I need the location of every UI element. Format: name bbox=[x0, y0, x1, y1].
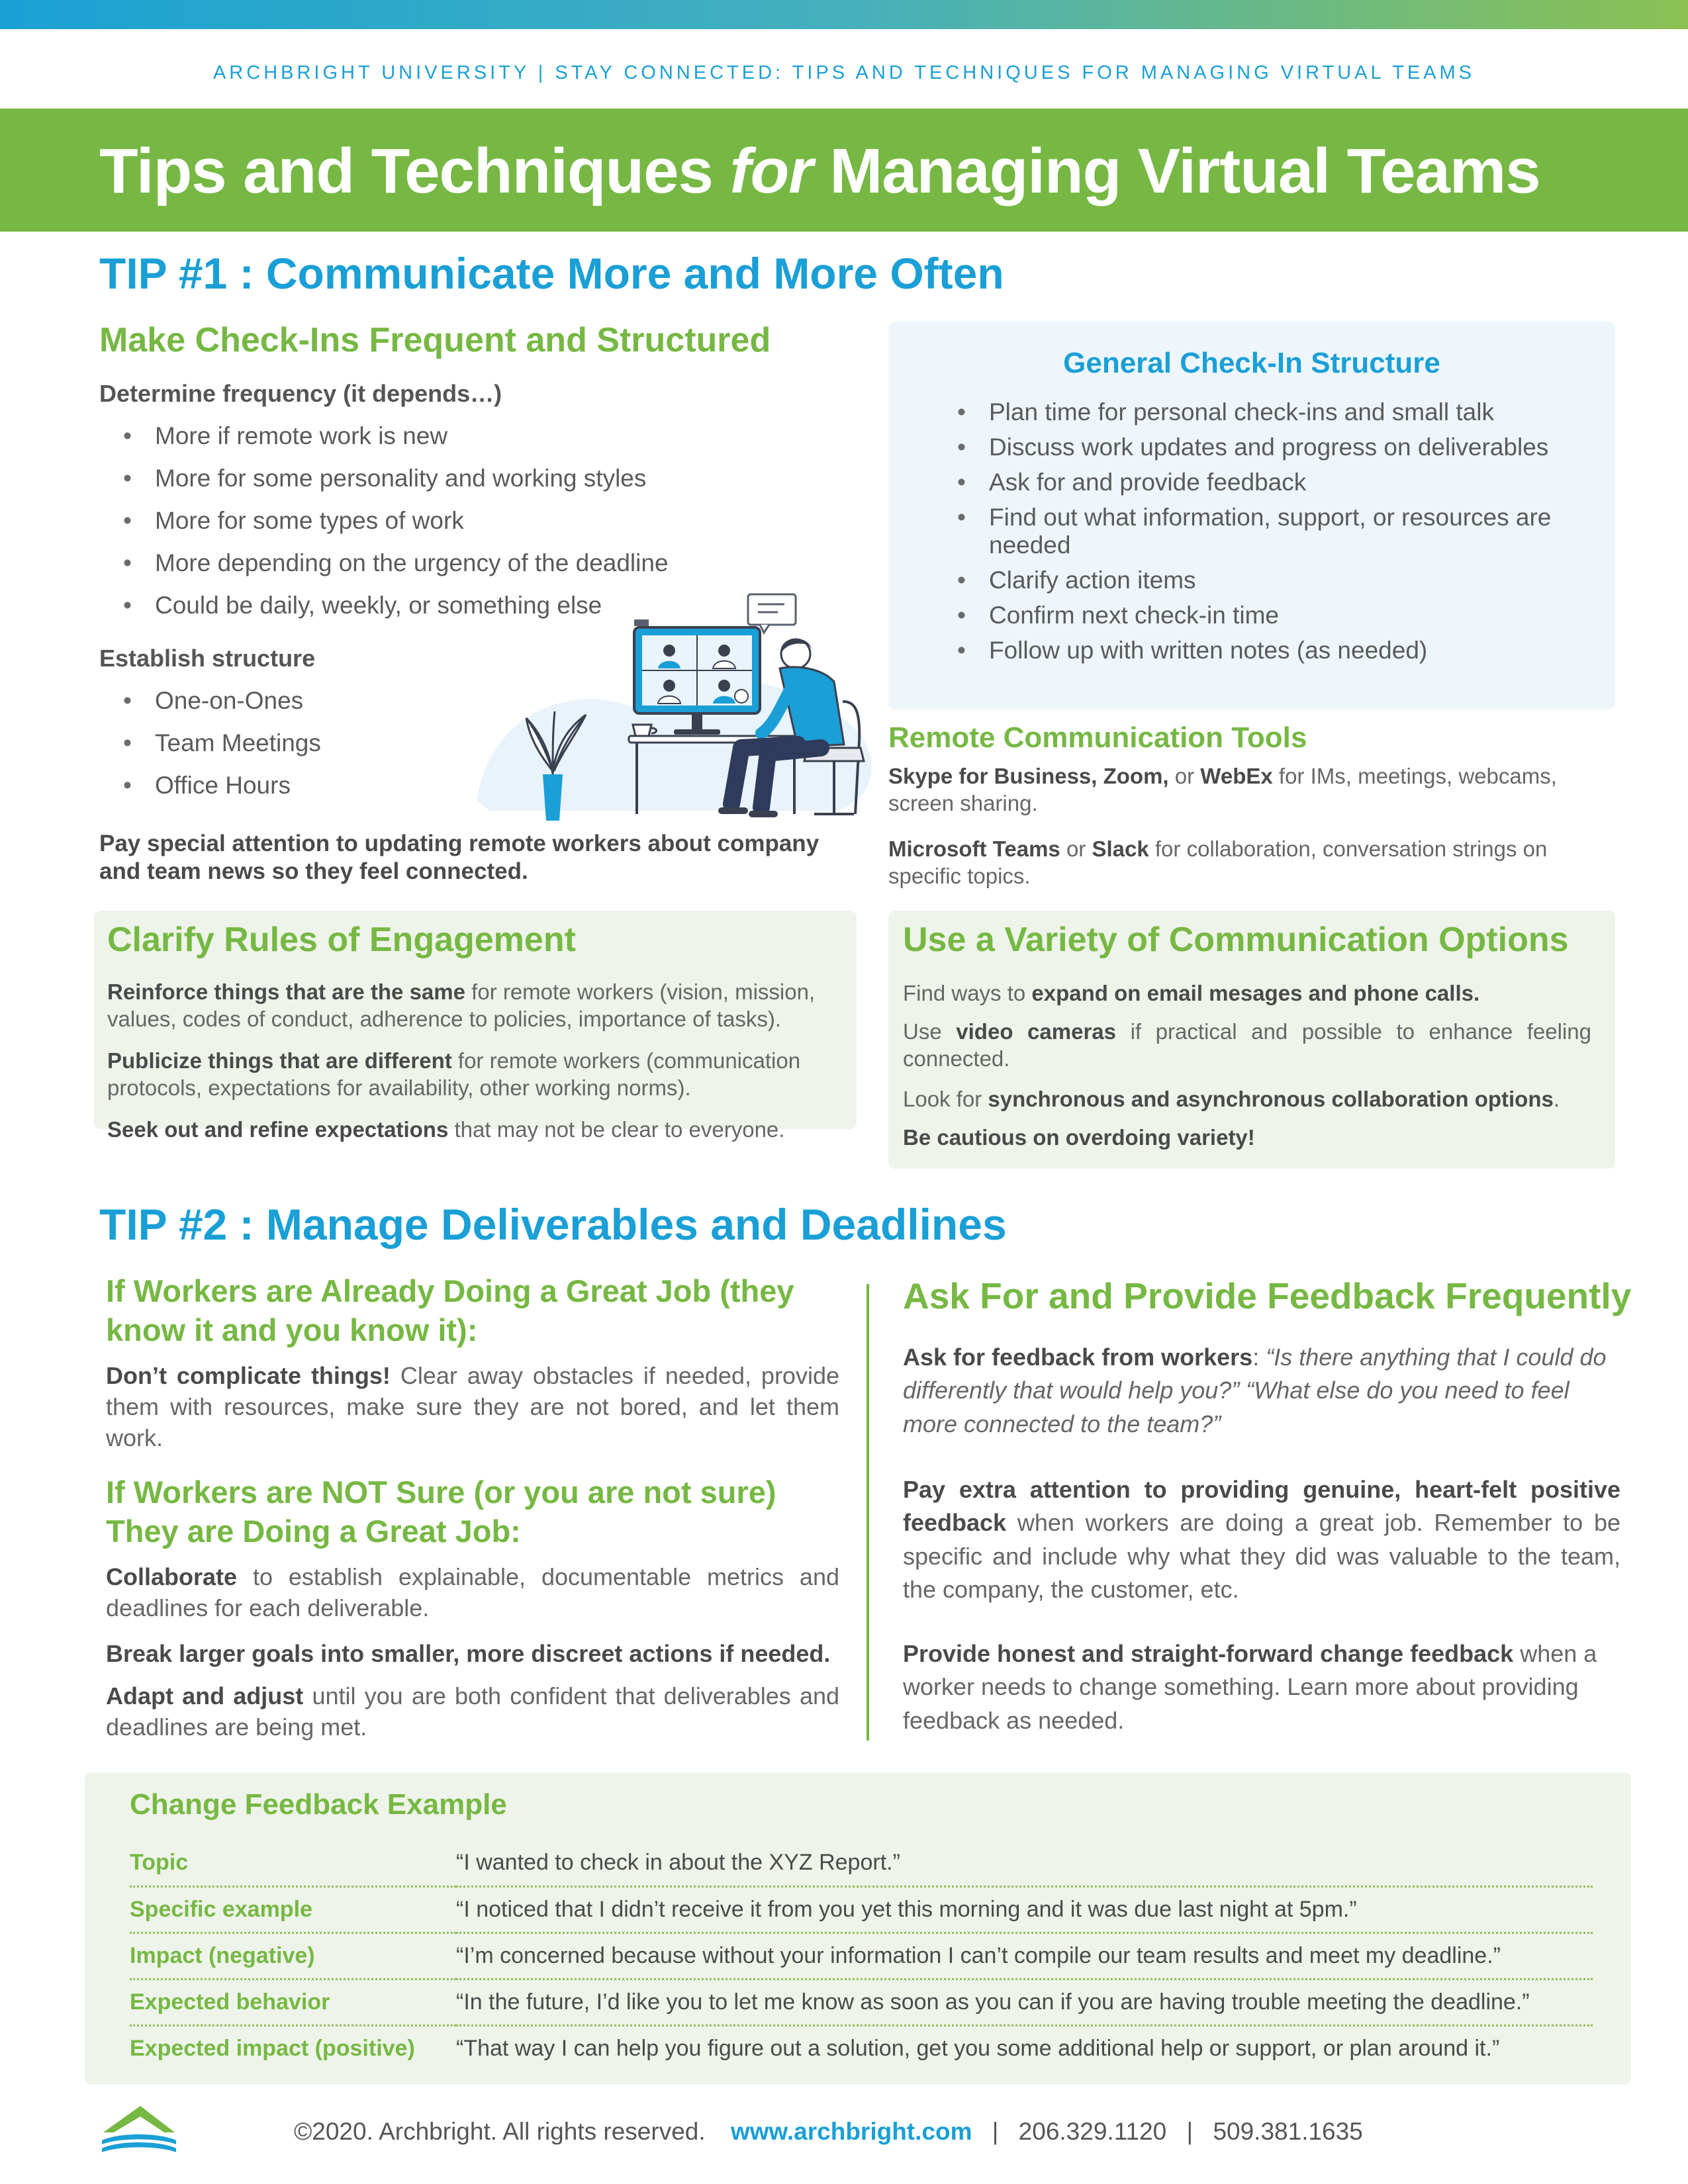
rules-p3: Seek out and refine expectations that may not be clear to everyone. bbox=[107, 1117, 785, 1142]
footer-phone-1: 206.329.1120 bbox=[1018, 2118, 1167, 2145]
list-item: • Office Hours bbox=[123, 772, 321, 799]
table-row bbox=[130, 2025, 1593, 2071]
table-row bbox=[130, 1933, 1593, 1979]
frequency-label: Determine frequency (it depends…) bbox=[99, 380, 502, 407]
remote-tools-p2: Microsoft Teams or Slack for collaboration, conversation strings on specific topics. bbox=[888, 837, 1548, 889]
list-item: • Confirm next check-in time bbox=[957, 602, 1593, 629]
list-item: • Ask for and provide feedback bbox=[957, 469, 1593, 496]
variety-heading: Use a Variety of Communication Options bbox=[903, 921, 1569, 959]
change-feedback-heading: Change Feedback Example bbox=[130, 1788, 507, 1821]
great-job-p1: Don’t complicate things! Clear away obstacles if needed, provide them with resources, make sure they are not bored, and let them work. bbox=[106, 1362, 839, 1451]
table-row bbox=[130, 1886, 1593, 1933]
list-item: • Plan time for personal check-ins and small talk bbox=[957, 398, 1593, 426]
variety-p4: Be cautious on overdoing variety! bbox=[903, 1125, 1255, 1150]
list-item: • More for some personality and working styles bbox=[123, 465, 669, 492]
archbright-logo bbox=[99, 2102, 179, 2156]
row-text: “I wanted to check in about the XYZ Report.” bbox=[456, 1840, 1593, 1886]
list-item: • Team Meetings bbox=[123, 729, 321, 757]
not-sure-p1: Collaborate to establish explainable, documentable metrics and deadlines for each deliverable. bbox=[106, 1563, 839, 1621]
tip1-title: TIP #1 : Communicate More and More Often bbox=[99, 249, 1004, 298]
footer-copyright: ©2020. Archbright. All rights reserved. bbox=[294, 2118, 706, 2145]
row-label: Specific example bbox=[130, 1886, 456, 1933]
structure-list bbox=[123, 687, 321, 814]
general-checkin-list bbox=[957, 398, 1593, 672]
remote-tools-p1: Skype for Business, Zoom, or WebEx for IMs, meetings, webcams, screen sharing. bbox=[888, 764, 1557, 816]
footer-phone-2: 509.381.1635 bbox=[1213, 2118, 1363, 2145]
row-text: “In the future, I’d like you to let me know as soon as you can if you are having trouble meeting the deadline.” bbox=[456, 1979, 1593, 2025]
page-title: Tips and Techniques for Managing Virtual Teams bbox=[99, 136, 1540, 206]
checkins-note: Pay special attention to updating remote workers about company and team news so they feel connected. bbox=[99, 831, 820, 884]
row-label: Topic bbox=[130, 1840, 456, 1886]
feedback-heading: Ask For and Provide Feedback Frequently bbox=[903, 1275, 1632, 1316]
list-item: • Follow up with written notes (as needed) bbox=[957, 637, 1593, 664]
variety-p1: Find ways to expand on email mesages and phone calls. bbox=[903, 981, 1480, 1005]
row-text: “That way I can help you figure out a solution, get you some additional help or support, or plan around it.” bbox=[456, 2036, 1500, 2062]
tip2-title: TIP #2 : Manage Deliverables and Deadlines bbox=[99, 1200, 1007, 1249]
list-item: • One-on-Ones bbox=[123, 687, 321, 715]
row-label: Impact (negative) bbox=[130, 1933, 456, 1979]
row-label: Expected behavior bbox=[130, 1979, 456, 2025]
not-sure-p2: Break larger goals into smaller, more discreet actions if needed. bbox=[106, 1640, 831, 1667]
row-label: Expected impact (positive) bbox=[130, 2036, 415, 2062]
video-call-worker-illustration bbox=[463, 582, 887, 827]
rules-p2: Publicize things that are different for remote workers (communication protocols, expectations for availability, other working norms). bbox=[107, 1048, 801, 1101]
table-row bbox=[130, 1979, 1593, 2025]
title-banner bbox=[0, 109, 1688, 232]
general-checkin-heading: General Check-In Structure bbox=[1063, 347, 1440, 379]
variety-p2: Use video cameras if practical and possible to enhance feeling connected. bbox=[903, 1019, 1592, 1071]
list-item: • Discuss work updates and progress on deliverables bbox=[957, 433, 1593, 461]
header-line: ARCHBRIGHT UNIVERSITY | STAY CONNECTED: TIPS AND TECHNIQUES FOR MANAGING VIRTUAL TEAMS bbox=[212, 62, 1476, 83]
not-sure-p3: Adapt and adjust until you are both confident that deliverables and deadlines are being met. bbox=[106, 1682, 840, 1741]
list-item: • More for some types of work bbox=[123, 507, 669, 535]
change-feedback-table bbox=[130, 1840, 1593, 2071]
row-text: “I’m concerned because without your information I can’t compile our team results and meet my deadline.” bbox=[456, 1933, 1593, 1979]
footer: ©2020. Archbright. All rights reserved. www.archbright.com | 206.329.1120 | 509.381.1635 bbox=[294, 2118, 1363, 2145]
rules-heading: Clarify Rules of Engagement bbox=[107, 921, 576, 959]
remote-tools-heading: Remote Communication Tools bbox=[888, 721, 1307, 754]
list-item: • More if remote work is new bbox=[123, 422, 669, 450]
feedback-p1: Ask for feedback from workers: “Is there anything that I could do differently that would help you?” “What else do you need to feel more connected to the team?” bbox=[903, 1343, 1607, 1437]
list-item: • Could be daily, weekly, or something else bbox=[123, 592, 669, 619]
top-gradient-bar bbox=[0, 0, 1688, 29]
great-job-heading: If Workers are Already Doing a Great Job (they know it and you know it): bbox=[106, 1273, 794, 1347]
not-sure-heading: If Workers are NOT Sure (or you are not sure) They are Doing a Great Job: bbox=[106, 1475, 776, 1549]
checkins-heading: Make Check-Ins Frequent and Structured bbox=[99, 321, 771, 359]
table-row bbox=[130, 1840, 1593, 1886]
feedback-p3: Provide honest and straight-forward change feedback when a worker needs to change something. Learn more about providing feedback as needed. bbox=[903, 1640, 1597, 1734]
list-item: • Clarify action items bbox=[957, 567, 1593, 594]
row-text: “I noticed that I didn’t receive it from you yet this morning and it was due last night at 5pm.” bbox=[456, 1886, 1593, 1933]
structure-label: Establish structure bbox=[99, 645, 316, 672]
variety-p3: Look for synchronous and asynchronous collaboration options. bbox=[903, 1087, 1560, 1111]
footer-website-link[interactable]: www.archbright.com bbox=[730, 2118, 972, 2145]
list-item: • More depending on the urgency of the deadline bbox=[123, 549, 669, 577]
feedback-p2: Pay extra attention to providing genuine, heart-felt positive feedback when workers are doing a great job. Remember to be specific and include why what they did was valuable to the team, the company, the customer, etc. bbox=[903, 1476, 1620, 1604]
rules-p1: Reinforce things that are the same for remote workers (vision, mission, values, codes of conduct, adherence to policies, importance of tasks). bbox=[107, 979, 816, 1032]
list-item: • Find out what information, support, or resources are needed bbox=[957, 504, 1593, 559]
column-divider bbox=[867, 1284, 869, 1741]
